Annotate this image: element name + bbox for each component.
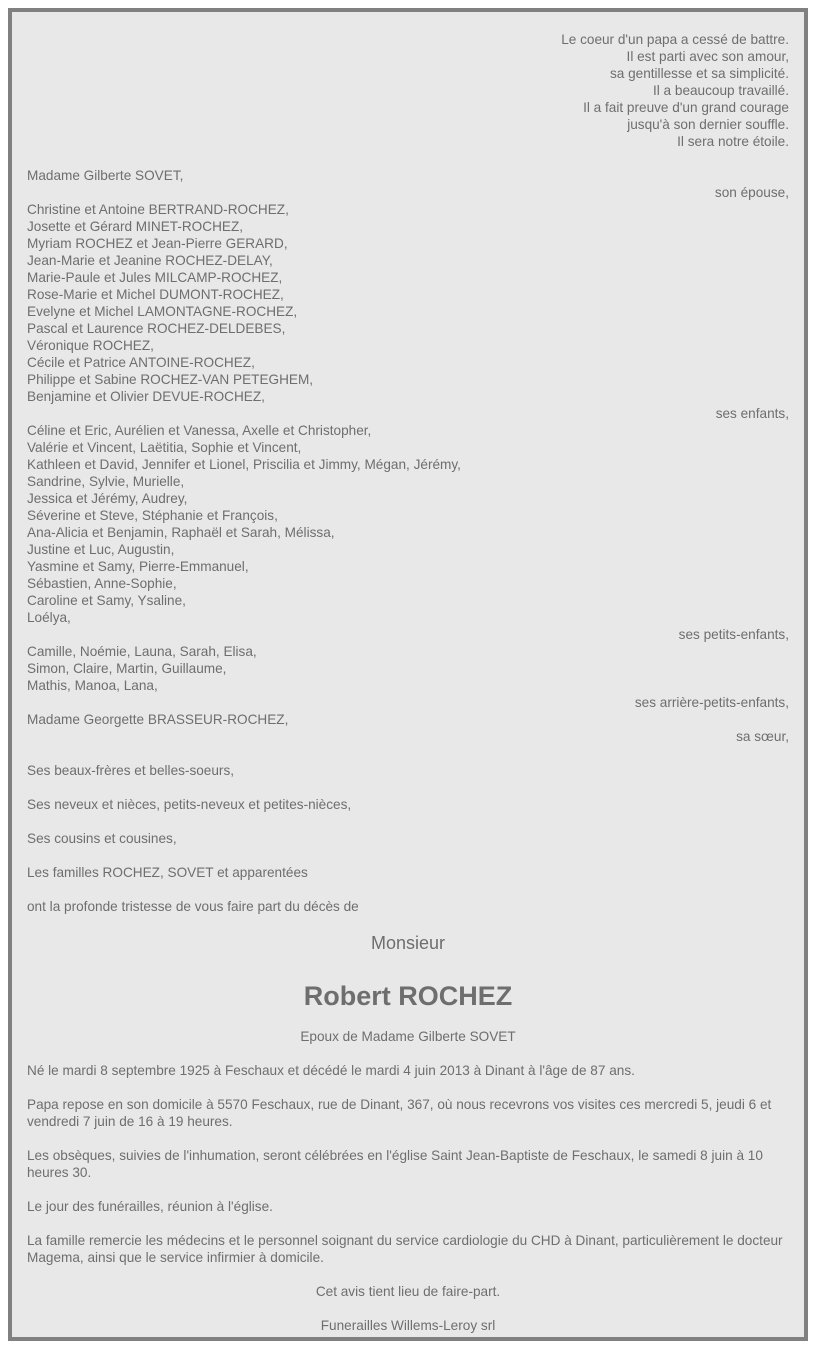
obituary-content — [27, 31, 789, 1351]
grandchild-name: Sandrine, Sylvie, Murielle, — [27, 474, 185, 489]
poem-line: Il a beaucoup travaillé. — [652, 83, 789, 98]
announcement-line: ont la profonde tristesse de vous faire part du décès de — [27, 899, 359, 914]
grandchild-name: Loélya, — [27, 610, 71, 625]
detail-thanks: La famille remercie les médecins et le personnel soignant du service cardiologie du CHD à Dinant, particulièrement le docteur Magema, ainsi que le service infirmier à domicile. — [27, 1233, 783, 1265]
grandchild-name: Sébastien, Anne-Sophie, — [27, 576, 177, 591]
grandchild-name: Séverine et Steve, Stéphanie et François, — [27, 508, 278, 523]
deceased-name: Robert ROCHEZ — [303, 981, 513, 1011]
spouse-section — [27, 167, 789, 201]
child-name: Véronique ROCHEZ, — [27, 338, 154, 353]
detail-birth-death: Né le mardi 8 septembre 1925 à Feschaux et décédé le mardi 4 juin 2013 à Dinant à l'âge de 87 ans. — [27, 1063, 635, 1078]
grandchild-name: Caroline et Samy, Ysaline, — [27, 593, 186, 608]
grandchildren-relation: ses petits-enfants, — [678, 627, 789, 642]
detail-funeral: Les obsèques, suivies de l'inhumation, seront célébrées en l'église Saint Jean-Baptiste de Feschaux, le samedi 8 juin à 10 heures 30. — [27, 1148, 763, 1180]
footer — [27, 1283, 789, 1334]
great-grandchild-name: Mathis, Manoa, Lana, — [27, 678, 158, 693]
children-section — [27, 201, 789, 422]
grandchild-name: Yasmine et Samy, Pierre-Emmanuel, — [27, 559, 249, 574]
sister-section — [27, 711, 789, 745]
poem-line: Le coeur d'un papa a cessé de battre. — [561, 32, 789, 47]
funeral-home: Funerailles Willems-Leroy srl — [320, 1318, 496, 1333]
child-name: Evelyne et Michel LAMONTAGNE-ROCHEZ, — [27, 304, 298, 319]
child-name: Rose-Marie et Michel DUMONT-ROCHEZ, — [27, 287, 284, 302]
poem-line: Il est parti avec son amour, — [626, 49, 789, 64]
great-grandchild-name: Simon, Claire, Martin, Guillaume, — [27, 661, 227, 676]
family-line: Ses beaux-frères et belles-soeurs, — [27, 763, 235, 778]
sister-relation: sa sœur, — [736, 729, 789, 744]
deceased-section — [27, 932, 789, 1045]
children-relation: ses enfants, — [715, 406, 789, 421]
child-name: Benjamine et Olivier DEVUE-ROCHEZ, — [27, 389, 265, 404]
family-line: Les familles ROCHEZ, SOVET et apparentées — [27, 865, 308, 880]
family-line: Ses cousins et cousines, — [27, 831, 177, 846]
grandchild-name: Ana-Alicia et Benjamin, Raphaël et Sarah, Mélissa, — [27, 525, 335, 540]
child-name: Myriam ROCHEZ et Jean-Pierre GERARD, — [27, 236, 288, 251]
footer-notice: Cet avis tient lieu de faire-part. — [315, 1284, 501, 1299]
other-family-section — [27, 762, 789, 915]
grandchild-name: Céline et Eric, Aurélien et Vanessa, Axelle et Christopher, — [27, 423, 372, 438]
poem-line: Il sera notre étoile. — [677, 134, 789, 149]
spouse-name: Madame Gilberte SOVET, — [27, 168, 184, 183]
obituary-frame — [8, 8, 808, 1341]
grandchild-name: Kathleen et David, Jennifer et Lionel, Priscilia et Jimmy, Mégan, Jérémy, — [27, 457, 461, 472]
child-name: Pascal et Laurence ROCHEZ-DELDEBES, — [27, 321, 286, 336]
child-name: Philippe et Sabine ROCHEZ-VAN PETEGHEM, — [27, 372, 314, 387]
poem-line: jusqu'à son dernier souffle. — [627, 117, 789, 132]
spouse-relation: son épouse, — [714, 185, 789, 200]
grandchild-name: Jessica et Jérémy, Audrey, — [27, 491, 188, 506]
great-grandchildren-relation: ses arrière-petits-enfants, — [634, 695, 789, 710]
child-name: Cécile et Patrice ANTOINE-ROCHEZ, — [27, 355, 255, 370]
child-name: Christine et Antoine BERTRAND-ROCHEZ, — [27, 202, 289, 217]
child-name: Jean-Marie et Jeanine ROCHEZ-DELAY, — [27, 253, 273, 268]
grandchildren-section — [27, 422, 789, 643]
deceased-title: Monsieur — [370, 933, 446, 953]
great-grandchild-name: Camille, Noémie, Launa, Sarah, Elisa, — [27, 644, 257, 659]
poem-line: Il a fait preuve d'un grand courage — [583, 100, 789, 115]
grandchild-name: Justine et Luc, Augustin, — [27, 542, 175, 557]
child-name: Josette et Gérard MINET-ROCHEZ, — [27, 219, 244, 234]
poem-line: sa gentillesse et sa simplicité. — [609, 66, 789, 81]
sister-name: Madame Georgette BRASSEUR-ROCHEZ, — [27, 712, 289, 727]
detail-visitation: Papa repose en son domicile à 5570 Feschaux, rue de Dinant, 367, où nous recevrons vos visites ces mercredi 5, jeudi 6 et vendredi 7 juin de 16 à 19 heures. — [27, 1097, 772, 1129]
poem — [27, 31, 789, 150]
grandchild-name: Valérie et Vincent, Laëtitia, Sophie et Vincent, — [27, 440, 302, 455]
family-line: Ses neveux et nièces, petits-neveux et petites-nièces, — [27, 797, 352, 812]
great-grandchildren-section — [27, 643, 789, 711]
deceased-spouse-line: Epoux de Madame Gilberte SOVET — [300, 1029, 516, 1044]
details-section — [27, 1062, 789, 1266]
detail-reunion: Le jour des funérailles, réunion à l'église. — [27, 1199, 273, 1214]
child-name: Marie-Paule et Jules MILCAMP-ROCHEZ, — [27, 270, 283, 285]
